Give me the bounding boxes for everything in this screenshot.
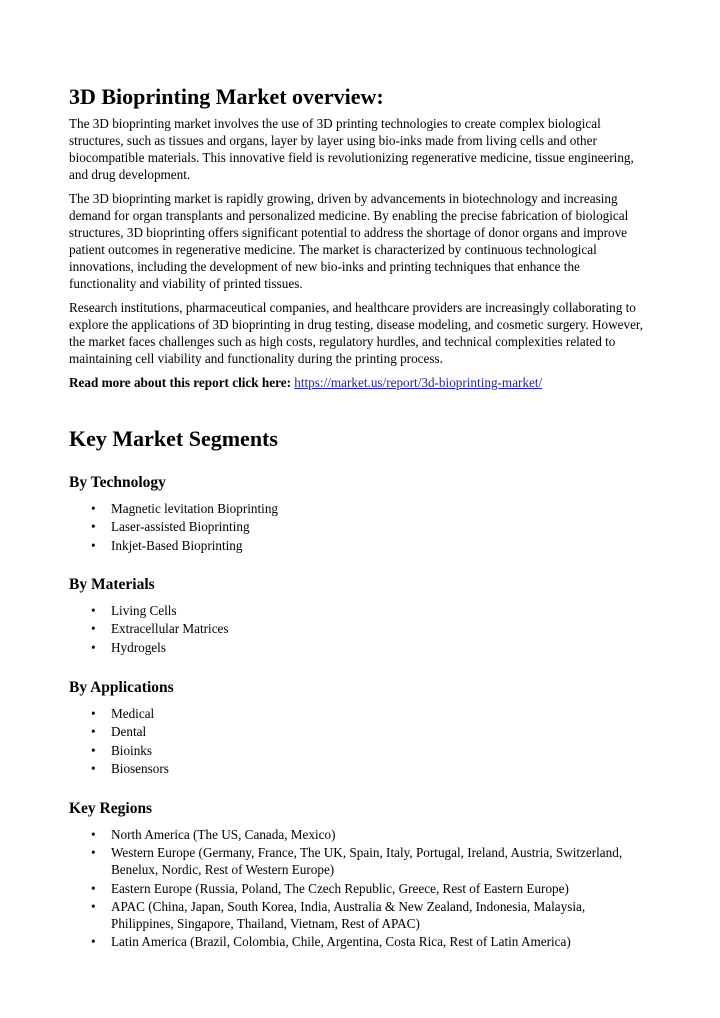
list-item: • Extracellular Matrices <box>91 621 229 637</box>
applications-list <box>69 705 649 777</box>
list-item: • Living Cells <box>91 603 177 618</box>
bullet-icon: • <box>91 898 96 914</box>
segment-key-regions <box>69 799 649 951</box>
segment-heading-regions: Key Regions <box>69 800 153 817</box>
bullet-icon: • <box>91 742 96 758</box>
bullet-icon: • <box>91 706 96 721</box>
list-item: • APAC (China, Japan, South Korea, India, Australia & New Zealand, Indonesia, Malaysia, Philippines, Singapore, Thailand, Vietnam, Rest of APAC) <box>91 898 586 931</box>
segment-by-applications <box>69 678 649 778</box>
regions-list <box>69 826 649 950</box>
bullet-icon: • <box>91 760 96 776</box>
list-item: • Bioinks <box>91 742 153 758</box>
bullet-icon: • <box>91 639 96 655</box>
bullet-icon: • <box>91 621 96 637</box>
segment-by-materials <box>69 575 649 657</box>
bullet-icon: • <box>91 845 96 861</box>
overview-paragraph-1: The 3D bioprinting market involves the use of 3D printing technologies to create complex biological structures, such as tissues and organs, layer by layer using bio-inks made from living cells and other biocompatible materials. This innovative field is revolutionizing regenerative medicine, tissue engineering, and drug development. <box>69 116 634 182</box>
list-item: • Dental <box>91 724 147 740</box>
materials-list <box>69 602 649 656</box>
list-item: • Inkjet-Based Bioprinting <box>91 537 243 553</box>
bullet-icon: • <box>91 934 96 950</box>
technology-list <box>69 500 649 554</box>
overview-title: 3D Bioprinting Market overview: <box>69 84 384 109</box>
bullet-icon: • <box>91 501 96 516</box>
list-item: • Eastern Europe (Russia, Poland, The Czech Republic, Greece, Rest of Eastern Europe) <box>91 880 569 896</box>
bullet-icon: • <box>91 519 96 535</box>
bullet-icon: • <box>91 537 96 553</box>
list-item: • Hydrogels <box>91 639 166 655</box>
list-item: • Biosensors <box>91 760 169 776</box>
read-more-label: Read more about this report click here: <box>69 375 291 390</box>
list-item: • North America (The US, Canada, Mexico) <box>91 827 336 842</box>
list-item: • Western Europe (Germany, France, The UK, Spain, Italy, Portugal, Ireland, Austria, Switzerland, Benelux, Nordic, Rest of Western Europe) <box>91 845 623 878</box>
segment-by-technology <box>69 473 649 555</box>
list-item: • Latin America (Brazil, Colombia, Chile, Argentina, Costa Rica, Rest of Latin America) <box>91 934 571 950</box>
bullet-icon: • <box>91 880 96 896</box>
segments-title: Key Market Segments <box>69 426 278 451</box>
bullet-icon: • <box>91 603 96 618</box>
list-item: • Medical <box>91 706 155 721</box>
read-more-line <box>69 374 649 391</box>
bullet-icon: • <box>91 827 96 842</box>
segment-heading-applications: By Applications <box>69 679 174 696</box>
overview-paragraph-2: The 3D bioprinting market is rapidly growing, driven by advancements in biotechnology and increasing demand for organ transplants and personalized medicine. By enabling the precise fabrication of biological structures, 3D bioprinting offers significant potential to address the shortage of donor organs and improve patient outcomes in regenerative medicine. The market is characterized by continuous technological innovations, including the development of new bio-inks and printing techniques that enhance the functionality and viability of printed tissues. <box>69 191 629 291</box>
bullet-icon: • <box>91 724 96 740</box>
list-item: • Laser-assisted Bioprinting <box>91 519 250 535</box>
segment-heading-technology: By Technology <box>69 474 166 491</box>
list-item: • Magnetic levitation Bioprinting <box>91 501 279 516</box>
segment-heading-materials: By Materials <box>69 576 155 593</box>
report-link[interactable]: https://market.us/report/3d-bioprinting-market/ <box>294 375 543 390</box>
overview-body <box>69 115 649 398</box>
overview-paragraph-3: Research institutions, pharmaceutical companies, and healthcare providers are increasingly collaborating to explore the applications of 3D bioprinting in drug testing, disease modeling, and cosmetic surgery. However, the market faces challenges such as high costs, regulatory hurdles, and technical complexities related to maintaining cell viability and functionality during the printing process. <box>69 300 644 366</box>
